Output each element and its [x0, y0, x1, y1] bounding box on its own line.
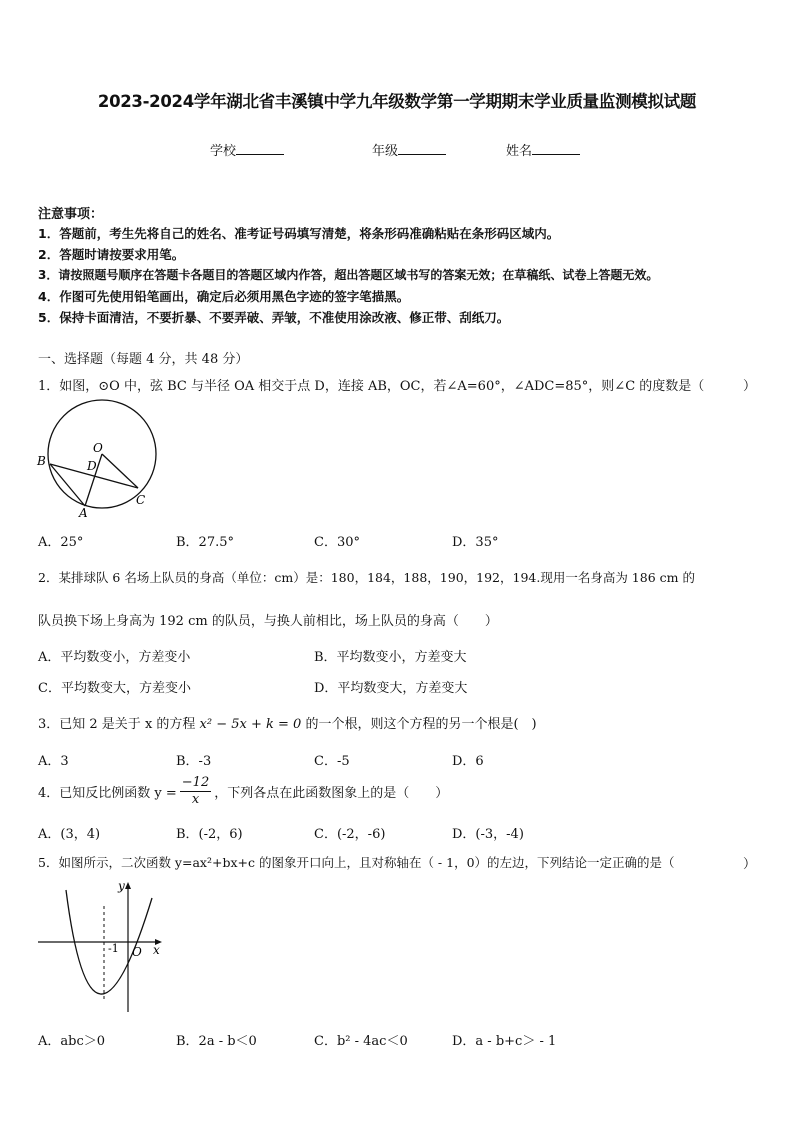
label-d: D — [87, 459, 97, 473]
note-item: 1．答题前，考生先将自己的姓名、准考证号码填写清楚，将条形码准确粘贴在条形码区域内。 — [38, 226, 560, 241]
note-item: 3．请按照题号顺序在答题卡各题目的答题区域内作答，超出答题区域书写的答案无效；在草稿纸、试卷上答题无效。 — [38, 268, 659, 282]
q5-parabola-figure — [34, 876, 170, 1016]
q5-paren: ） — [742, 857, 756, 872]
grade-field — [372, 140, 446, 159]
q4-denominator: x — [191, 792, 200, 807]
school-field — [210, 140, 284, 159]
q3-option-c[interactable]: C．-5 — [314, 754, 350, 769]
segment-ab — [50, 464, 85, 506]
q1-circle-figure — [30, 396, 160, 520]
name-blank — [532, 142, 580, 155]
q3-stem-post: 的一个根，则这个方程的另一个根是( ) — [301, 717, 537, 732]
q5-option-d[interactable]: D．a - b+c＞ - 1 — [452, 1034, 557, 1049]
school-label: 学校 — [210, 144, 237, 159]
q5-option-c[interactable]: C．b² - 4ac＜0 — [314, 1034, 408, 1049]
q1-option-a[interactable]: A．25° — [38, 535, 84, 550]
label-y: y — [118, 879, 125, 893]
note-item: 2．答题时请按要求用笔。 — [38, 247, 185, 262]
q4-stem-post: ，下列各点在此函数图象上的是（ ） — [214, 786, 449, 801]
q1-option-c[interactable]: C．30° — [314, 535, 360, 550]
q2-stem-line2: 队员换下场上身高为 192 cm 的队员，与换人前相比，场上队员的身高（ ） — [38, 614, 498, 629]
q4-option-d[interactable]: D．(-3，-4) — [452, 827, 524, 842]
q2-option-c[interactable]: C．平均数变大，方差变小 — [38, 681, 191, 696]
q4-stem-pre: 4．已知反比例函数 y = — [38, 786, 177, 801]
q1-option-d[interactable]: D．35° — [452, 535, 499, 550]
notes-title: 注意事项： — [38, 207, 104, 222]
grade-label: 年级 — [372, 144, 399, 159]
q1-paren: ） — [742, 379, 756, 394]
q2-option-a[interactable]: A．平均数变小，方差变小 — [38, 650, 191, 665]
q5-stem: 5．如图所示，二次函数 y=ax²+bx+c 的图象开口向上，且对称轴在（ - 1，0）的左边，下列结论一定正确的是（ — [38, 855, 675, 870]
grade-blank — [398, 142, 446, 155]
note-item: 5．保持卡面清洁，不要折暴、不要弄破、弄皱，不准使用涂改液、修正带、刮纸刀。 — [38, 310, 510, 325]
q4-fraction — [180, 775, 211, 808]
school-blank — [236, 142, 284, 155]
q1-option-b[interactable]: B．27.5° — [176, 535, 234, 550]
section-heading: 一、选择题（每题 4 分，共 48 分） — [38, 352, 249, 367]
note-item: 4．作图可先使用铅笔画出，确定后必须用黑色字迹的签字笔描黑。 — [38, 289, 410, 304]
q3-option-b[interactable]: B．-3 — [176, 754, 212, 769]
q3-stem — [38, 713, 537, 732]
q2-option-d[interactable]: D．平均数变大，方差变大 — [314, 681, 468, 696]
q3-option-a[interactable]: A．3 — [38, 754, 69, 769]
name-field — [506, 140, 580, 159]
q2-option-b[interactable]: B．平均数变小，方差变大 — [314, 650, 467, 665]
label-b: B — [37, 454, 46, 468]
exam-title: 2023-2024学年湖北省丰溪镇中学九年级数学第一学期期末学业质量监测模拟试题 — [97, 92, 697, 111]
q5-option-b[interactable]: B．2a - b＜0 — [176, 1034, 257, 1049]
q4-option-c[interactable]: C．(-2，-6) — [314, 827, 386, 842]
q3-option-d[interactable]: D．6 — [452, 754, 484, 769]
q2-stem-line1: 2．某排球队 6 名场上队员的身高（单位：cm）是：180，184，188，190，192，194.现用一名身高为 186 cm 的 — [38, 570, 695, 585]
y-axis-arrow — [125, 882, 131, 889]
label-minus-one: -1 — [108, 942, 119, 955]
q3-equation: x² − 5x + k = 0 — [199, 717, 302, 732]
label-o: O — [93, 441, 103, 455]
label-x: x — [153, 943, 160, 957]
name-label: 姓名 — [506, 144, 533, 159]
q4-option-a[interactable]: A．(3，4) — [38, 827, 101, 842]
label-c: C — [136, 493, 146, 507]
label-a: A — [79, 506, 88, 520]
q4-option-b[interactable]: B．(-2，6) — [176, 827, 243, 842]
q1-stem: 1．如图，⊙O 中，弦 BC 与半径 OA 相交于点 D，连接 AB，OC，若∠A=60°，∠ADC=85°，则∠C 的度数是（ — [38, 379, 705, 394]
q5-option-a[interactable]: A．abc＞0 — [38, 1034, 106, 1049]
label-origin: O — [132, 945, 142, 959]
q4-numerator: −12 — [181, 775, 210, 790]
q4-stem — [38, 775, 448, 808]
q3-stem-pre: 3．已知 2 是关于 x 的方程 — [38, 717, 200, 732]
